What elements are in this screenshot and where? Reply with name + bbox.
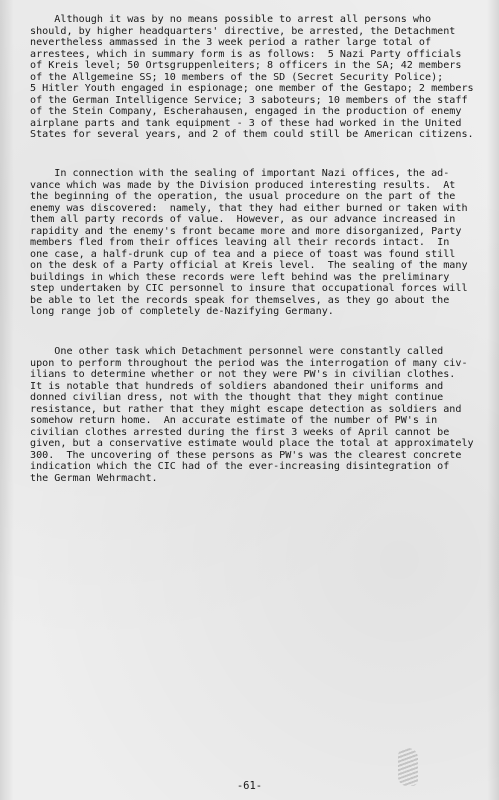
text-line: long range job of completely de-Nazifying Germany.	[30, 306, 334, 317]
text-line: nevertheless ammassed in the 3 week period a rather large total of	[30, 37, 432, 48]
text-line: 300. The uncovering of these persons as PW's was the clearest concrete	[30, 449, 462, 461]
page-number: -61-	[236, 780, 263, 792]
text-line: Although it was by no means possible to arrest all persons who	[30, 14, 432, 25]
text-line: be able to let the records speak for themselves, as they go about the	[30, 294, 450, 306]
text-line: buildings in which these records were left behind was the preliminary	[30, 271, 450, 283]
text-line: vance which was made by the Division produced interesting results. At	[30, 179, 456, 191]
text-line: step undertaken by CIC personnel to insure that occupational forces will	[30, 283, 468, 294]
text-line: airplane parts and tank equipment - 3 of these had worked in the United	[30, 117, 462, 129]
text-line: enemy was discovered: namely, that they had either burned or taken with	[30, 202, 468, 214]
paragraph-arrests	[30, 14, 474, 141]
text-line: the beginning of the operation, the usual procedure on the part of the	[30, 191, 456, 202]
paragraph-pw-interrogation	[30, 346, 474, 484]
text-line: somehow return home. An accurate estimate of the number of PW's in	[30, 415, 438, 426]
text-line: One other task which Detachment personnel were constantly called	[30, 346, 444, 357]
text-line: of the Allgemeine SS; 10 members of the SD (Secret Security Police);	[30, 71, 444, 83]
text-line: indication which the CIC had of the ever-increasing disintegration of	[30, 461, 450, 472]
text-line: upon to perform throughout the period was the interrogation of many civ-	[30, 357, 468, 369]
text-line: of Kreis level; 50 Ortsgruppenleiters; 8 officers in the SA; 42 members	[30, 60, 462, 71]
text-line: States for several years, and 2 of them could still be American citizens.	[30, 129, 474, 140]
paragraph-sealing-offices	[30, 168, 470, 318]
text-line: 5 Hitler Youth engaged in espionage; one member of the Gestapo; 2 members	[30, 83, 474, 94]
text-line: of the German Intelligence Service; 3 saboteurs; 10 members of the staff	[30, 94, 468, 106]
text-line: arrestees, which in summary form is as follows: 5 Nazi Party officials	[30, 48, 462, 60]
text-line: ilians to determine whether or not they were PW's in civilian clothes.	[30, 369, 456, 380]
text-line: them all party records of value. However, as our advance increased in	[30, 214, 456, 225]
text-line: civilian clothes arrested during the first 3 weeks of April cannot be	[30, 426, 450, 438]
text-line: rapidity and the enemy's front became more and more disorganized, Party	[30, 225, 462, 237]
left-margin-shadow	[0, 0, 14, 800]
text-line: given, but a conservative estimate would place the total at approximately	[30, 438, 474, 449]
text-line: on the desk of a Party official at Kreis level. The sealing of the many	[30, 260, 468, 271]
text-line: of the Stein Company, Escherahausen, engaged in the production of enemy	[30, 106, 462, 117]
right-margin-shadow	[487, 0, 499, 800]
text-line: In connection with the sealing of important Nazi offices, the ad-	[30, 168, 450, 179]
text-line: should, by higher headquarters' directive, be arrested, the Detachment	[30, 25, 456, 37]
text-line: donned civilian dress, not with the thought that they might continue	[30, 392, 444, 403]
text-line: the German Wehrmacht.	[30, 472, 158, 484]
text-line: one case, a half-drunk cup of tea and a piece of toast was found still	[30, 248, 456, 260]
text-line: members fled from their offices leaving all their records intact. In	[30, 237, 450, 248]
text-line: resistance, but rather that they might escape detection as soldiers and	[30, 403, 462, 415]
text-line: It is notable that hundreds of soldiers abandoned their uniforms and	[30, 380, 444, 392]
